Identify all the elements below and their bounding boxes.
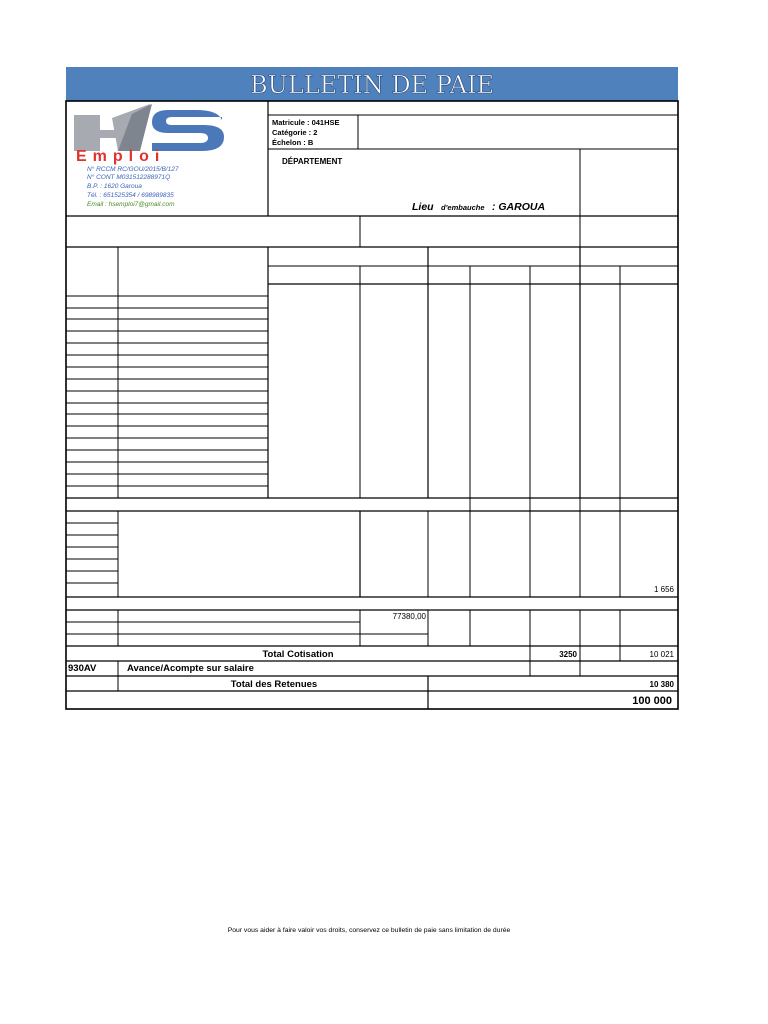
echelon: Échelon : B	[272, 138, 314, 147]
left-row-lines	[66, 296, 268, 486]
matricule: Matricule : 041HSE	[272, 118, 340, 127]
lieu-embauche	[412, 197, 545, 214]
base-amount: 77380,00	[392, 612, 426, 621]
lieu-label: Lieu	[412, 201, 434, 213]
total-cotisation-salarie: 3250	[559, 650, 577, 659]
total-retenues-value: 10 380	[649, 680, 674, 689]
cotisation-row-lines	[66, 523, 118, 583]
company-rccm: N° RCCM RC/GOU/2015/B/127	[87, 166, 179, 173]
total-cotisation-label: Total Cotisation	[262, 649, 334, 660]
page-title: BULLETIN DE PAIE	[249, 71, 495, 99]
company-email: Email : hsemploi7@gmail.com	[87, 201, 175, 208]
total-retenues-label: Total des Retenues	[230, 679, 318, 690]
net-value: 100 000	[632, 695, 672, 707]
company-cont: N° CONT M031512288971Q	[87, 174, 171, 181]
footer-note: Pour vous aider à faire valoir vos droits, conservez ce bulletin de paie sans limitation de durée	[227, 927, 511, 934]
avance-label: Avance/Acompte sur salaire	[127, 663, 254, 674]
company-logo	[74, 104, 224, 165]
departement-label: DÉPARTEMENT	[282, 157, 343, 166]
lieu-value: : GAROUA	[491, 201, 546, 213]
lieu-rest: d'embauche	[441, 203, 485, 212]
cotisation-amount: 1 656	[653, 585, 674, 594]
company-bp: B.P. : 1620 Garoua	[87, 183, 142, 190]
company-info	[87, 165, 179, 208]
avance-code: 930AV	[68, 663, 97, 674]
logo-word: Emploi	[76, 148, 166, 165]
total-cotisation-patronal: 10 021	[649, 650, 674, 659]
company-tel: Tél. : 651525354 / 698989835	[87, 192, 174, 199]
categorie: Catégorie : 2	[272, 128, 318, 137]
